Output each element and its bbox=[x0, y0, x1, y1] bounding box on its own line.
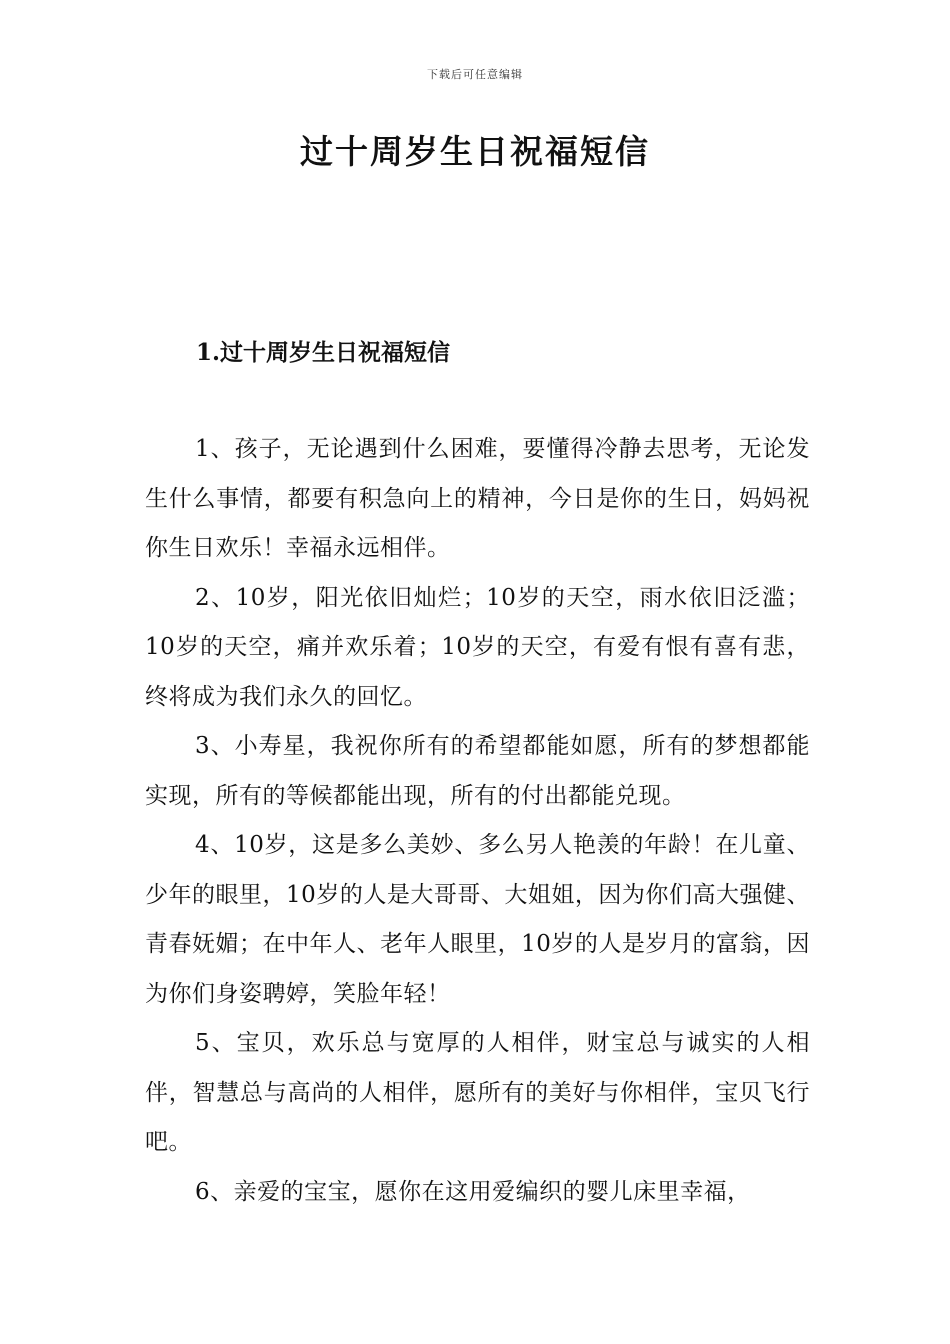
document-title: 过十周岁生日祝福短信 bbox=[300, 132, 650, 171]
header-note: 下载后可任意编辑 bbox=[427, 68, 523, 81]
paragraph-3: 3、小寿星，我祝你所有的希望都能如愿，所有的梦想都能实现，所有的等候都能出现，所有的付出都能兑现。 bbox=[145, 733, 810, 809]
paragraph-5: 5、宝贝，欢乐总与宽厚的人相伴，财宝总与诚实的人相伴，智慧总与高尚的人相伴，愿所有的美好与你相伴，宝贝飞行吧。 bbox=[145, 1030, 810, 1155]
paragraph-1: 1、孩子，无论遇到什么困难，要懂得冷静去思考，无论发生什么事情，都要有积急向上的精神，今日是你的生日，妈妈祝你生日欢乐！幸福永远相伴。 bbox=[145, 436, 810, 561]
paragraph-2: 2、10岁，阳光依旧灿烂；10岁的天空，雨水依旧泛滥；10岁的天空，痛并欢乐着；10岁的天空，有爱有恨有喜有悲，终将成为我们永久的回忆。 bbox=[145, 584, 810, 710]
paragraph-4: 4、10岁，这是多么美妙、多么另人艳羡的年龄！在儿童、少年的眼里，10岁的人是大哥哥、大姐姐，因为你们高大强健、青春妩媚；在中年人、老年人眼里，10岁的人是岁月的富翁，因为你们身姿聘婷，笑脸年轻！ bbox=[145, 832, 810, 1007]
body-text bbox=[145, 425, 810, 1217]
paragraph-6: 6、亲爱的宝宝，愿你在这用爱编织的婴儿床里幸福， bbox=[195, 1178, 751, 1205]
section-heading: 1.过十周岁生日祝福短信 bbox=[196, 339, 451, 366]
